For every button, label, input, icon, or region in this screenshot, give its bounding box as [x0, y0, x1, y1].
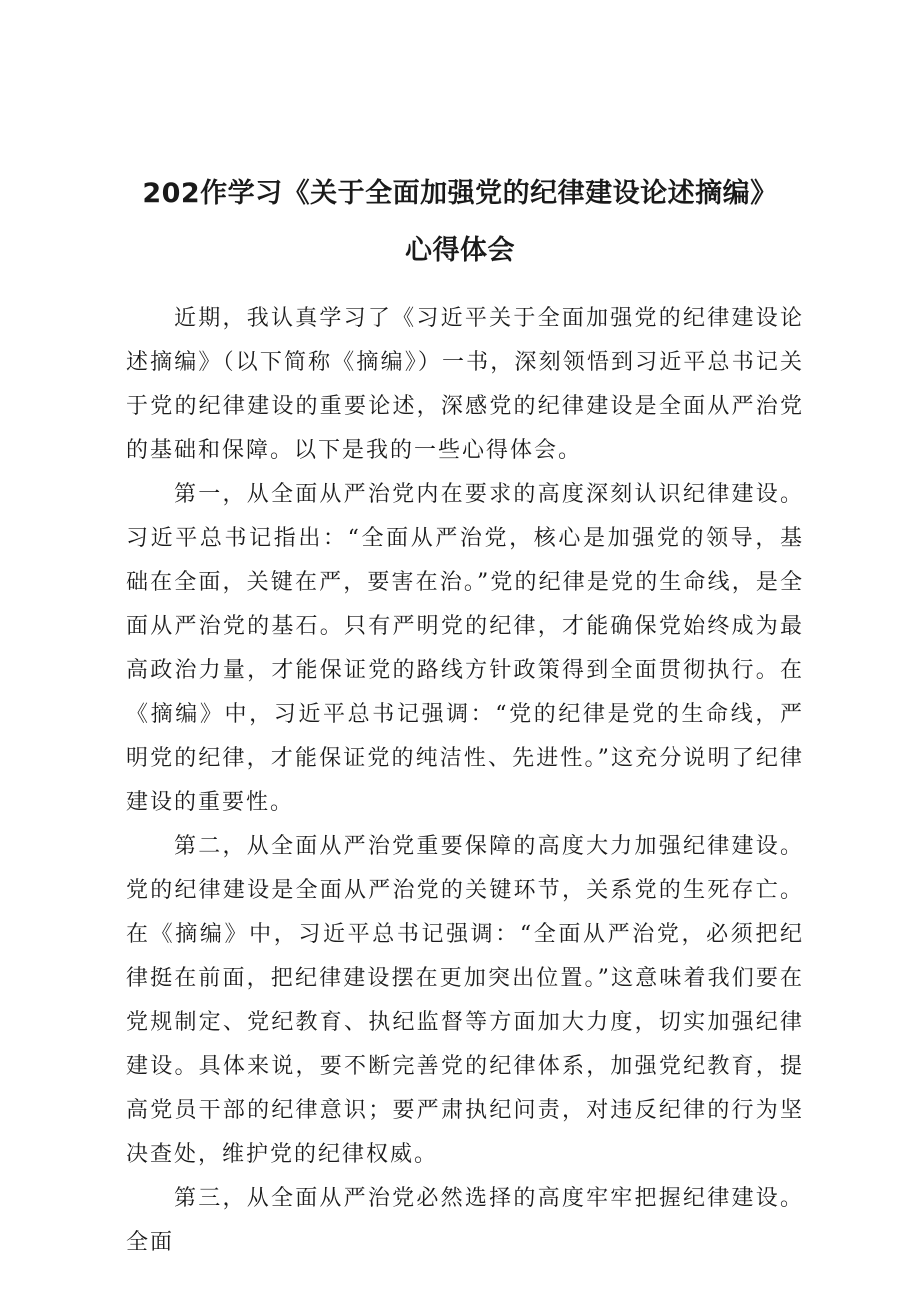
paragraph-second-point: 第二，从全面从严治党重要保障的高度大力加强纪律建设。党的纪律建设是全面从严治党的关键环节，关系党的生死存亡。在《摘编》中，习近平总书记强调：“全面从严治党，必须把纪律挺在前面，把纪律建设摆在更加突出位置。”这意味着我们要在党规制定、党纪教育、执纪监督等方面加大力度，切实加强纪律建设。具体来说，要不断完善党的纪律体系，加强党纪教育，提高党员干部的纪律意识；要严肃执纪问责，对违反纪律的行为坚决查处，维护党的纪律权威。: [126, 834, 804, 1167]
paragraph-third-point: 第三，从全面从严治党必然选择的高度牢牢把握纪律建设。全面: [126, 1186, 804, 1255]
paragraph-intro: 近期，我认真学习了《习近平关于全面加强党的纪律建设论述摘编》（以下简称《摘编》）一书，深刻领悟到习近平总书记关于党的纪律建设的重要论述，深感党的纪律建设是全面从严治党的基础和保障。以下是我的一些心得体会。: [126, 306, 804, 463]
paragraph-first-point: 第一，从全面从严治党内在要求的高度深刻认识纪律建设。习近平总书记指出：“全面从严治党，核心是加强党的领导，基础在全面，关键在严，要害在治。”党的纪律是党的生命线，是全面从严治党的基石。只有严明党的纪律，才能确保党始终成为最高政治力量，才能保证党的路线方针政策得到全面贯彻执行。在《摘编》中，习近平总书记强调：“党的纪律是党的生命线，严明党的纪律，才能保证党的纯洁性、先进性。”这充分说明了纪律建设的重要性。: [126, 482, 804, 815]
document-body: [126, 297, 804, 1265]
document-title: 202作学习《关于全面加强党的纪律建设论述摘编》心得体会: [142, 178, 778, 266]
